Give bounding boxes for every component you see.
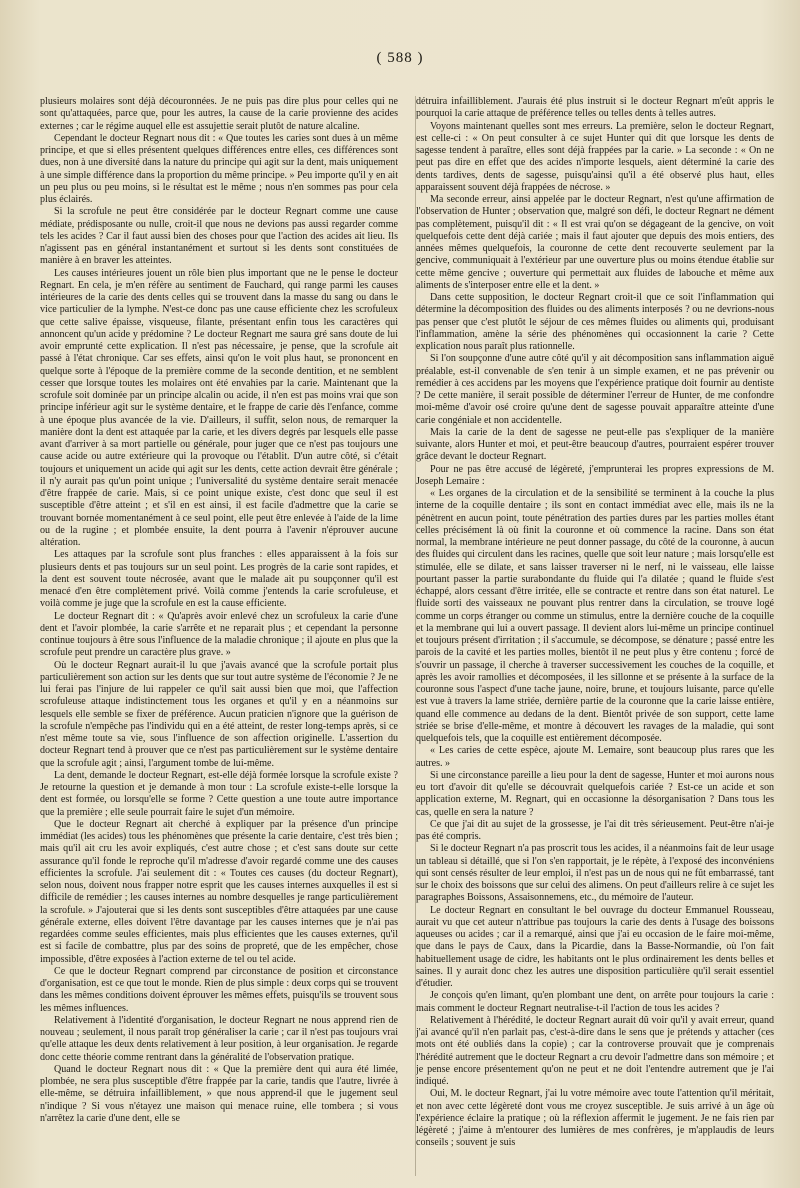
paragraph: Le docteur Regnart dit : « Qu'après avoir enlevé chez un scrofuleux la carie d'une dent et l'avoir plombée, la carie s'arrête et ne reparait plus ; et cependant la personne continue toujours à être sous l'influence de la maladie chronique ; il ajoute en plus que la scrofule peut prendre un caractère plus grave. »	[40, 610, 398, 659]
paragraph: Voyons maintenant quelles sont mes erreurs. La première, selon le docteur Regnart, est celle-ci : « On peut consulter à ce sujet Hunter qui dit que lorsque les dents de sagesse tendent à paraître, elles sont déjà frappées par la carie. » La seconde : « On ne peut pas dire en effet que des acides n'importe lesquels, aient déterminé la carie des dents tardives, dents de sagesse, puisqu'ainsi qu'il a été observé plus haut, elles apparaissent souvent déjà frappées de nécrose. »	[416, 120, 774, 193]
paragraph: Je conçois qu'en limant, qu'en plombant une dent, on arrête pour toujours la carie : mais comment le docteur Regnart neutralise-t-il l'action de tous les acides ?	[416, 990, 774, 1014]
page-number: ( 588 )	[376, 50, 424, 66]
paragraph: « Les organes de la circulation et de la sensibilité se terminent à la couche la plus interne de la coquille dentaire ; ils sont en contact immédiat avec elle, mais ils ne la pénètrent en aucun point, toute pénétration des parties dures par les parties molles étant celles précisément là où finit la couronne et où commence la racine. Dans son état normal, la membrane intérieure ne peut donner passage, du côté de la couronne, à aucun des fluides qui circulent dans les racines, quelle que soit leur nature ; mais lorsqu'elle est stimulée, elle se dilate, et sans laisser traverser ni le nerf, ni le vaisseau, elle laisse pourtant passer la partie surabondante du fluide qui l'a dilatée ; quand le fluide s'est échappé, alors cessant d'être irritée, elle se contracte et rentre dans son état naturel. Le fluide sorti des vaisseaux ne pouvant plus rentrer dans la circulation, se trouve logé comme un corps étranger ou comme un stimulus, entre la dernière couche de la coquille et la membrane qui lui a ouvert passage. Il devient alors lui-même un principe continuel et toujours présent d'irritation ; il s'accumule, se décompose, se dénature ; passé entre les parois de la cavité et les parties molles, bientôt il ne peut plus y être contenu ; forcé de s'ouvrir un passage, il cherche à traverser successivement les couches de la coquille, et après les avoir ramollies et décomposées, il les sillonne et se présente à la surface de la couronne sous l'aspect d'une tache jaune, noire, brune, et toujours luisante, parce qu'elle est vue à travers la lame striée, dernière partie de la couronne que la carie laisse entière, quand elle commence au dedans de la dent. Bientôt privée de son support, cette lame striée se brise d'elle-même, et montre à découvert les ravages de la maladie, qui sont quelquefois tels, que la coquille est entièrement décomposée.	[416, 488, 774, 744]
paragraph: Le docteur Regnart en consultant le bel ouvrage du docteur Emmanuel Rousseau, aurait vu que cet auteur n'attribue pas toujours la carie des dents à l'usage des boissons aqueuses ou acides ; car il a remarqué, ainsi que j'ai eu occasion de le faire moi-même, que dans le pays de Caux, dans la Picardie, dans la Basse-Normandie, où l'on fait habituellement usage de cidre, les habitants ont le plus ordinairement les dents belles et saines. Il y aurait donc chez les autres une disposition particulière qu'il serait essentiel d'étudier.	[416, 904, 774, 989]
paragraph: Si le docteur Regnart n'a pas proscrit tous les acides, il a néanmoins fait de leur usage un tableau si détaillé, que si l'on s'en rapportait, je le répète, à l'exposé des inconvéniens qui sont censés résulter de leur emploi, il n'est pas un de nous qui ne fût embarrassé, tant sur le choix des boissons que sur celui des alimens. On peut d'ailleurs relire à ce sujet les paragraphes Boissons, Assaisonnemens, etc., du mémoire de l'auteur.	[416, 843, 774, 904]
paragraph: Quand le docteur Regnart nous dit : « Que la première dent qui aura été limée, plombée, ne sera plus susceptible d'être frappée par la carie, tandis que l'autre, livrée à elle-même, se détruira infailliblement, » que nous apprend-il que le jugement seul n'indique ? Si vous n'étayez une maison qui menace ruine, elle tombera ; si vous n'arrêtez la carie d'une dent, elle se	[40, 1063, 398, 1124]
paragraph: Si l'on soupçonne d'une autre côté qu'il y ait décomposition sans inflammation aiguë préalable, est-il convenable de s'en tenir à un simple examen, et ne pas prévenir ou remédier à ces accidens par les moyens que l'expérience pratique doit fournir au dentiste ? De cette manière, il serait possible de déterminer l'erreur de Hunter, de me confondre moi-même d'avoir osé croire qu'une dent de sagesse pouvait apparaître atteinte d'une carie congéniale et non accidentelle.	[416, 353, 774, 426]
paragraph: « Les caries de cette espèce, ajoute M. Lemaire, sont beaucoup plus rares que les autres. »	[416, 745, 774, 769]
paragraph: Relativement à l'hérédité, le docteur Regnart aurait dû voir qu'il y avait erreur, quand j'ai avancé qu'il n'en parlait pas, c'est-à-dire dans le sens que je prétends y attacher (ces mots ont été oubliés dans la copie) ; car la controverse prouvait que je comprenais l'hérédité autrement que le docteur Regnart a cru devoir l'admettre dans son mémoire ; et je pense encore présentement qu'on ne peut et ne doit l'entendre autrement que je l'ai indiqué.	[416, 1014, 774, 1087]
paragraph: détruira infailliblement. J'aurais été plus instruit si le docteur Regnart m'eût appris le pourquoi la carie attaque de préférence telles ou telles dents à telles autres.	[416, 96, 774, 120]
paragraph: Ma seconde erreur, ainsi appelée par le docteur Regnart, n'est qu'une affirmation de l'observation de Hunter ; observation que, malgré son défi, le docteur Regnart ne dément pas complètement, puisqu'il dit : « Il est vrai qu'on se dégageant de la gencive, on voit quelquefois cette dent déjà cariée ; mais il faut ajouter que depuis des mois entiers, des années mêmes quelquefois, la couronne de cette dent recouverte seulement par la gencive, communiquait à l'extérieur par une ouverture plus ou moins étendue établie sur cette même gencive ; ouverture qui permettait aux fluides de labouche et même aux aliments de s'interposer entre elle et la dent. »	[416, 194, 774, 291]
paragraph: plusieurs molaires sont déjà découronnées. Je ne puis pas dire plus pour celles qui ne sont qu'attaquées, parce que, pour les autres, la cause de la carie provienne des acides externes ; car le régime auquel elle est assujettie serait plutôt de nature alcaline.	[40, 96, 398, 132]
paragraph: Si la scrofule ne peut être considérée par le docteur Regnart comme une cause médiate, prédisposante ou nulle, croit-il que nous ne devions pas aussi regarder comme tels les acides ? Car il faut aussi bien des choses pour que l'action des acides ait lieu. Ils n'agissent pas en général instantanément et surtout si les dents sont constituées de manière à en braver les atteintes.	[40, 206, 398, 267]
paragraph: Pour ne pas être accusé de légèreté, j'emprunterai les propres expressions de M. Joseph Lemaire :	[416, 463, 774, 487]
column-divider	[415, 96, 416, 1176]
paragraph: La dent, demande le docteur Regnart, est-elle déjà formée lorsque la scrofule existe ? Je retourne la question et je demande à mon tour : La scrofule existe-t-elle lorsque la dent est formée, ou lorsqu'elle se forme ? Cette question a une toute autre importance que la première ; elle seule pourrait faire le sujet d'un mémoire.	[40, 769, 398, 818]
paragraph: Cependant le docteur Regnart nous dit : « Que toutes les caries sont dues à un même principe, et que si elles présentent quelques différences entre elles, ces différences sont dues, non à une diversité dans la nature du principe qui agit sur la dent, mais uniquement à une simple différence dans la proportion du même principe. » Peu importe qu'il y en ait un peu plus ou peu moins, si le résultat est le même ; nous n'en sommes pas pour cela plus éclairés.	[40, 132, 398, 205]
paragraph: Que le docteur Regnart ait cherché à expliquer par la présence d'un principe immédiat (les acides) tous les phénomènes que présente la carie dentaire, c'est très bien ; mais qu'il ait cru les avoir expliqués, c'est autre chose ; et c'est sans doute sur cette assurance qu'il fonde le reproche qu'il m'adresse d'avoir regardé comme une des causes efficientes la scrofule. J'ai seulement dit : « Toutes ces causes (du docteur Regnart), selon nous, doivent nous frapper notre esprit que les causes internes auxquelles il est si difficile de remédier ; les causes internes au nombre desquelles je range particulièrement la scrofule. » J'ajouterai que si les dents sont susceptibles d'être attaquées par une cause générale externe, elles doivent l'être davantage par les causes internes que je n'ai pas regardées comme seules efficientes, mais plus efficientes que les causes externes, qu'il est si facile de combattre, plus par des soins de propreté, que de les empêcher, chose impossible, d'être exposées à l'action externe de tel ou tel acide.	[40, 818, 398, 965]
paragraph: Mais la carie de la dent de sagesse ne peut-elle pas s'expliquer de la manière suivante, alors Hunter et moi, et peut-être beaucoup d'autres, pourraient espérer trouver grâce devant le docteur Regnart.	[416, 426, 774, 463]
paragraph: Les attaques par la scrofule sont plus franches : elles apparaissent à la fois sur plusieurs dents et pas toujours sur un seul point. Les progrès de la carie sont rapides, et la dent est souvent toute nécrosée, avant que le malade ait pu soupçonner qu'il est menacé d'en être complètement privé. Voilà comme j'entends la carie scrofuleuse, et voilà comme je juge que la scrofule en est la cause efficiente.	[40, 549, 398, 610]
paragraph: Les causes intérieures jouent un rôle bien plus important que ne le pense le docteur Regnart. En cela, je m'en réfère au sentiment de Fauchard, qui range parmi les causes intérieures de la carie des dents celles qui se trouvent dans la masse du sang ou dans le vice particulier de la lymphe. N'est-ce donc pas une cause efficiente chez les scrofuleux que cette salive épaisse, visqueuse, filante, présentant enfin tous les caractères qui annoncent qu'un acide y prédomine ? Le docteur Regnart me saura gré sans doute de lui avoir emprunté cette explication. Il n'est pas nécessaire, je pense, que la scrofule ait passé à l'état chronique. Car ses effets, ainsi qu'on le voit plus haut, se prononcent en quelque sorte à l'époque de la première comme de la seconde dentition, et ne semblent cesser que lorsque toutes les molaires ont été envahies par la carie. Maintenant que la scrofule soit dominée par un principe alcalin ou acide, il n'en est pas moins vrai que son principe inférieur agit sur le système dentaire, et le frappe de carie dès l'enfance, comme à une époque plus avancée de la vie. D'ailleurs, il suffit, selon nous, de remarquer la manière dont la dent est attaquée par la carie, et les divers degrés par lesquels elle passe avant d'arriver à sa mort partielle ou générale, pour juger que ce n'est pas toujours une cause acide ou autre extérieure qui la provoque ou l'établit. D'un autre côté, si c'était toujours et uniquement un acide qui agit sur les dents, cette action devrait être générale ; il n'y aurait pas qu'un point unique ; l'universalité du système dentaire serait menacée d'être frappée de carie. Mais, si ce point unique existe, c'est donc que seul il est susceptible d'être atteint ; et s'il en est ainsi, il est facile d'admettre que la carie se trouvant bornée momentanément à ce seul point, elle peut être enlevée à l'aide de la lime ou de la rugine ; et plombée ensuite, la dent pourra à l'avenir n'éprouver aucune altération.	[40, 267, 398, 548]
paragraph: Relativement à l'identité d'organisation, le docteur Regnart ne nous apprend rien de nouveau ; seulement, il nous paraît trop généraliser la carie ; car il n'est pas toujours vrai qu'elle attaque les deux dents relativement à leur position, à leur organisation. Je regarde donc cette théorie comme rentrant dans la généralité de l'observation pratique.	[40, 1014, 398, 1063]
paragraph: Dans cette supposition, le docteur Regnart croit-il que ce soit l'inflammation qui détermine la décomposition des fluides ou des aliments interposés ? ou ne devrions-nous pas penser que c'est plutôt le séjour de ces mêmes fluides ou aliments qui, produisant l'inflammation, amène la série des phénomènes qui occasionnent la carie ? Cette explication nous paraît plus rationnelle.	[416, 292, 774, 352]
right-column	[416, 96, 774, 1180]
paragraph: Oui, M. le docteur Regnart, j'ai lu votre mémoire avec toute l'attention qu'il méritait, et non avec cette légèreté dont vous me croyez susceptible. Je suis arrivé à un âge où l'expérience éclaire la pratique ; où la réflexion affermit le jugement. Je ne fais rien par légèreté ; j'aime à m'entourer des lumières de mes confrères, je m'applaudis de leurs conseils ; souvent je suis	[416, 1088, 774, 1149]
paragraph: Ce que j'ai dit au sujet de la grossesse, je l'ai dit très sérieusement. Peut-être n'ai-je pas été compris.	[416, 818, 774, 842]
paragraph: Où le docteur Regnart aurait-il lu que j'avais avancé que la scrofule portait plus particulièrement son action sur les dents que sur tout autre système de l'économie ? Je ne lui ferai pas l'injure de lui rappeler ce qu'il sait aussi bien que moi, que l'affection scrofuleuse attaque indistinctement tous les organes et qu'il y en a néanmoins sur lesquels elle semble se fixer de préférence. Aucun praticien n'ignore que la guérison de la scrofule n'empêche pas l'individu qui en a été atteint, de rester long-temps après, si ce n'est même toute sa vie, sous l'influence de son affection originelle. L'assertion du docteur Regnart tend à prouver que ce n'est pas particulièrement sur le système dentaire que la scrofule agit ; ainsi, l'argument tombe de lui-même.	[40, 659, 398, 769]
paragraph: Ce que le docteur Regnart comprend par circonstance de position et circonstance d'organisation, est ce que tout le monde. Rien de plus simple : deux corps qui se trouvent dans les mêmes conditions doivent éprouver les mêmes effets, puisqu'ils se trouvent sous les mêmes influences.	[40, 965, 398, 1014]
paragraph: Si une circonstance pareille a lieu pour la dent de sagesse, Hunter et moi aurons nous eu tort d'avoir dit qu'elle se découvrait quelquefois cariée ? Est-ce un acide et son application externe, M. Regnart, qui en occasionne la désorganisation ? Dans tous les cas, quelle en sera la nature ?	[416, 769, 774, 818]
left-column	[40, 96, 398, 1180]
text-columns	[40, 96, 774, 1180]
